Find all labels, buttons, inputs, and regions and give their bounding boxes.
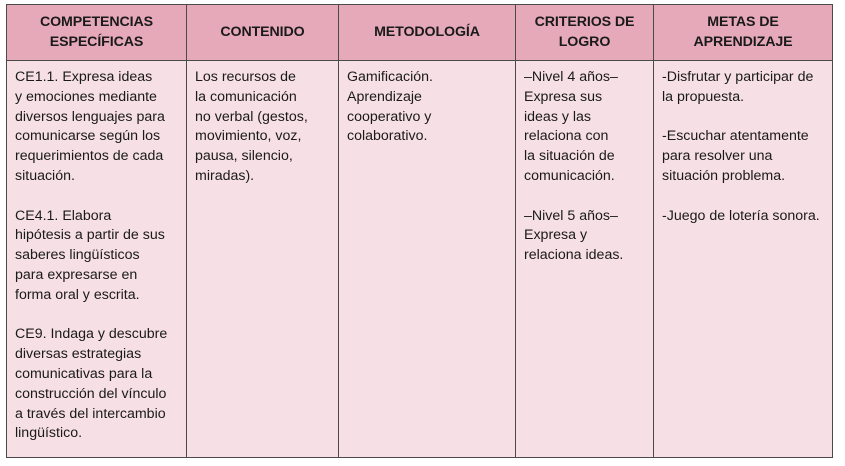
cell-contenido — [187, 61, 339, 458]
header-metas — [654, 5, 833, 61]
header-contenido-label: CONTENIDO — [220, 23, 305, 40]
cell-metas — [654, 61, 833, 458]
curriculum-table — [6, 4, 833, 458]
meta-disfrutar: -Disfrutar y participar de la propuesta. — [662, 69, 814, 105]
header-metodologia — [339, 5, 516, 61]
competencia-ce1-1: CE1.1. Expresa ideas y emociones mediante diversos lenguajes para comunicarse según los requerimientos de cada situación. — [15, 69, 165, 184]
metodologia-text: Gamificación. Aprendizaje cooperativo y colaborativo. — [347, 69, 433, 145]
cell-criterios — [516, 61, 654, 458]
header-metodologia-label: METODOLOGÍA — [374, 23, 480, 40]
criterio-nivel-4: –Nivel 4 años– Expresa sus ideas y las relaciona con la situación de comunicación. — [524, 69, 618, 184]
cell-competencias — [7, 61, 187, 458]
header-criterios — [516, 5, 654, 61]
header-competencias — [7, 5, 187, 61]
competencia-ce9: CE9. Indaga y descubre diversas estrategias comunicativas para la construcción del vínculo a través del intercambio lingüístico. — [15, 326, 168, 442]
criterio-nivel-5: –Nivel 5 años– Expresa y relaciona ideas. — [524, 207, 624, 264]
header-competencias-label: COMPETENCIAS ESPECÍFICAS — [39, 14, 154, 50]
meta-loteria: -Juego de lotería sonora. — [662, 207, 820, 224]
header-metas-label: METAS DE APRENDIZAJE — [693, 14, 793, 50]
header-criterios-label: CRITERIOS DE LOGRO — [534, 14, 635, 50]
header-contenido — [187, 5, 339, 61]
table-row — [7, 61, 833, 458]
meta-escuchar: -Escuchar atentamente para resolver una situación problema. — [662, 128, 809, 184]
contenido-text: Los recursos de la comunicación no verbal (gestos, movimiento, voz, pausa, silencio, miradas). — [195, 69, 308, 184]
competencia-ce4-1: CE4.1. Elabora hipótesis a partir de sus saberes lingüísticos para expresarse en forma oral y escrita. — [15, 207, 165, 303]
header-row — [7, 5, 833, 61]
cell-metodologia — [339, 61, 516, 458]
